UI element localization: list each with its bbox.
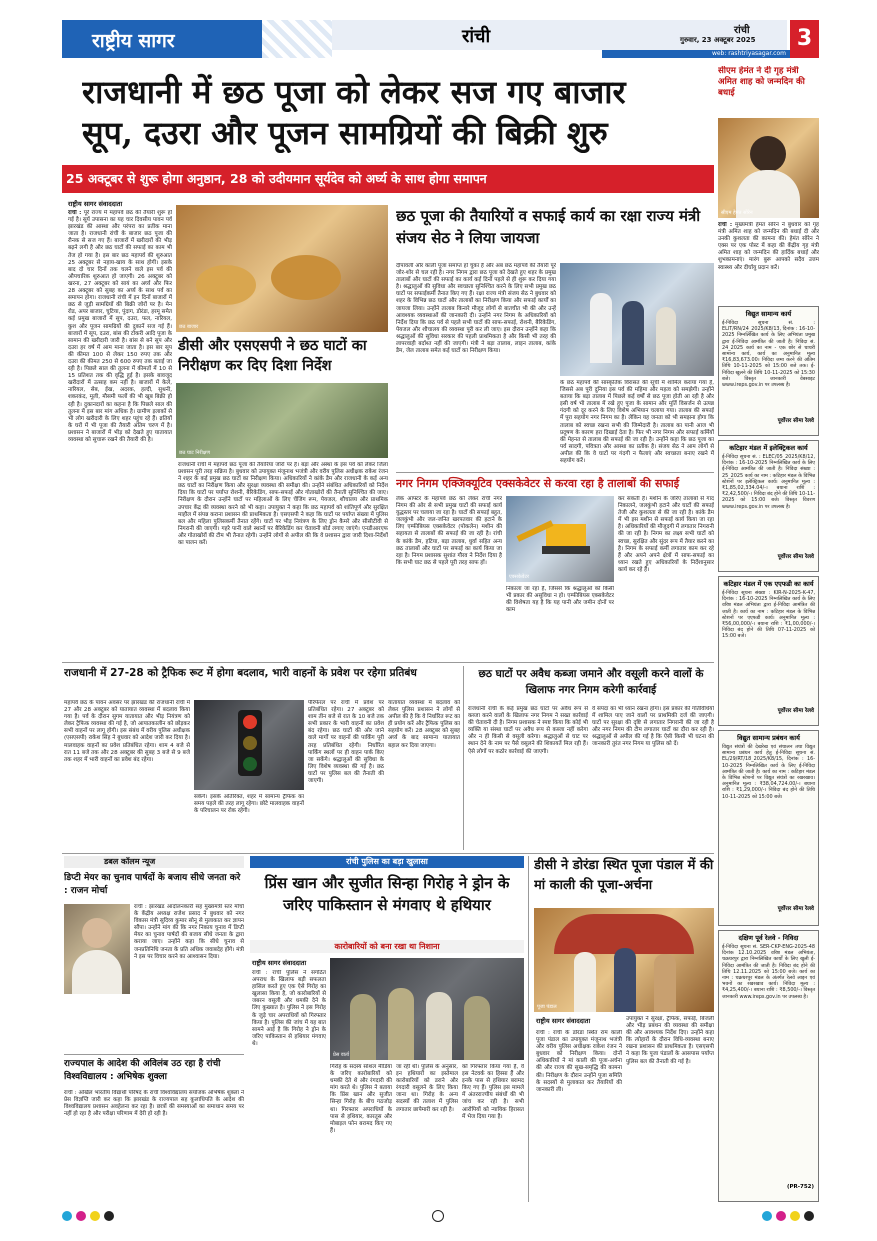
minister-body-2: के छठ महापर्व की सांस्कृतिक विरासत की सूची में शामिल कराया गया है, जिससे अब पूरी दुनिया इस पर्व की महिमा और महत्व को समझेगी। उन्होंने बताया कि बड़ा तालाब में पिछले कई वर्षों से छठ पूजा होती आ रही है और इसी वर्ष भी तालाब में रखे हुए पूजा के सामान और मूर्ति विसर्जन से उत्पन्न गंदगी को दूर करने के लिए विशेष अभियान चलाया गया। तालाब की सफाई में पूरा सहयोग नगर निगम का है। लेकिन यह जनता को भी समझना होगा कि तालाब को स्वच्छ रखना सभी की जिम्मेदारी है। तालाब का पानी आज भी प्रदूषण के कारण हरा दिखाई देता है। फिर भी नगर निगम और सफाई कर्मियों की मेहनत से तालाब की सफाई की जा रही है। उन्होंने कहा कि छठ पूजा का पर्व सादगी, पवित्रता और आस्था का प्रतीक है। संजय सेठ ने आम लोगों से अपील की कि वे घाटों पर गंदगी न फैलाएं और स्वच्छता बनाए रखने में सहयोग करें। xyxy=(560,380,714,465)
kabza-body-2: वे संपदा का भी ध्यान रखना होगा। इस प्रकार की गतिविधियों में शामिल पाए जाने वालों पर प्राथमिकी दर्ज की जाएगी। घाटों पर सुरक्षा की दृष्टि से लगातार निगरानी की जा रही है और नगर निगम की टीम लगातार घाटों का दौरा कर रही है। श्रद्धालुओं से अपील की गई है कि ऐसी किसी भी घटना की जानकारी तुरंत नगर निगम या पुलिस को दें। xyxy=(592,706,714,748)
masthead-city: रांची xyxy=(462,26,491,47)
reg-dot-black xyxy=(104,1211,114,1221)
cm-body-text: मुख्यमंत्री हेमंत सोरेन ने बुधवार को गृह मंत्री अमित शाह को जन्मदिन की बधाई दी और उनकी कुशलता की कामना की। हेमंत सोरेन ने एक्स पर एक पोस्ट में कहा की केंद्रीय गृह मंत्री अमित शाह को जन्मदिन की हार्दिक बधाई और शुभकामनाएं। मारंग बुरू आपको सदैव उत्तम स्वास्थ्य और दीर्घायु प्रदान करें। xyxy=(718,222,819,271)
doranda-photo-caption: पूजा पंडाल xyxy=(537,1004,557,1010)
minister-body-1: दीपावली और काली पूजा समाप्त हो चुका है और अब छठ महापर्व की तैयारी पूरे जोर-शोर से चल रही है। नगर निगम द्वारा छठ पूजा को देखते हुए शहर के प्रमुख तालाबों और घाटों की सफाई का कार्य कई दिनों पहले से ही शुरू कर दिया गया है। श्रद्धालुओं की सुविधा और स्वच्छता सुनिश्चित करने के लिए सभी प्रमुख छठ घाटों पर सफाईकर्मी तैनात किए गए हैं। रक्षा राज्य मंत्री संजय सेठ ने बुधवार को शहर के विभिन्न छठ घाटों और तालाबों का निरीक्षण किया और सफाई कार्यों का जायजा लिया। उन्होंने तालाब किनारे मौजूद लोगों से बातचीत भी की और उन्हें आवश्यक व्यवस्थाओं की जानकारी दी। उन्होंने नगर निगम के अधिकारियों को निर्देश दिया कि छठ पर्व से पहले सभी घाटों की साफ-सफाई, रोशनी, बैरिकेडिंग, पेयजल और शौचालय की व्यवस्था पूरी कर ली जाए। इस दौरान उन्होंने कहा कि श्रद्धालुओं की सुविधा सरकार की पहली प्राथमिकता है और किसी भी तरह की लापरवाही बर्दाश्त नहीं की जाएगी। मंत्री ने बड़ा तालाब, लाइन तालाब, कांके डैम, जेल तालाब समेत कई घाटों का निरीक्षण किया। xyxy=(396,263,556,355)
notice-4-footer: पूर्वोत्तर सीमा रेलवे xyxy=(777,906,814,912)
nigam-body-2: निकाला जा रहा है, जिससे कि श्रद्धालुओं को किसी भी प्रकार की असुविधा न हो। एम्फीबियस एक्सकेवेटर की विशेषता यह है कि यह पानी और जमीन दोनों पर काम xyxy=(506,586,614,614)
brand-box xyxy=(62,20,262,58)
kabza-headline: छठ घाटों पर अवैध कब्जा जमाने और वसूली करने वालों के खिलाफ नगर निगम करेगी कार्रवाई xyxy=(478,668,704,696)
dc1-photo xyxy=(64,904,130,994)
police-headline: प्रिंस खान और सुजीत सिन्हा गिरोह ने ड्रोन के जरिए पाकिस्तान से मंगवाए थे हथियार xyxy=(264,874,510,914)
page-date: गुरुवार, 23 अक्टूबर 2025 xyxy=(680,36,756,44)
doranda-headline: डीसी ने डोरंडा स्थित पूजा पंडाल में की मां काली की पूजा-अर्चना xyxy=(534,858,714,893)
lead-headline-line1: राजधानी में छठ पूजा को लेकर सज गए बाजार xyxy=(82,73,626,111)
signal-green xyxy=(243,757,257,771)
doranda-body-1: रांची : रांची के डोरंडा स्थित राम काली पूजा पंडाल का उपायुक्त मंजूनाथ भजंत्री और वरीय पुलिस अधीक्षक राकेश रंजन ने बुधवार को निरीक्षण किया। दोनों अधिकारियों ने मां काली की पूजा-अर्चना की और राज्य की सुख-समृद्धि की कामना की। निरीक्षण के दौरान उन्होंने पूजा समिति के सदस्यों से मुलाकात कर तैयारियों की जानकारी ली। xyxy=(536,1030,622,1093)
notice-5-title: दक्षिण पूर्व रेलवे - निविदा xyxy=(738,934,799,942)
rule-doranda xyxy=(528,856,529,1202)
market-photo xyxy=(176,205,388,332)
dc-figure-2 xyxy=(614,948,636,1012)
lead-headline-line2: सूप, दउरा और पूजन सामग्रियों की बिक्री शुरु xyxy=(82,114,608,152)
police-body-2: गिरोह के सदस्य सोशल मीडिया के जरिए कारोबारियों को धमकी देते थे और रंगदारी की मांग करते थे। पुलिस ने बताया कि प्रिंस खान और सुजीत सिन्हा गिरोह के बीच गठजोड़ था। गिरफ्तार अपराधियों के पास से हथियार, कारतूस और मोबाइल फोन बरामद किए गए हैं। xyxy=(330,1064,392,1134)
traffic-body-2: पेरिफेरल पर रांची में प्रवेश पर प्रतिबंधित रहेगा। 27 अक्टूबर को शाम तीन बजे से रात के 10 बजे तक सभी प्रकार के भारी वाहनों का प्रवेश बंद रहेगा। छठ घाटों की ओर जाने वाले मार्गों पर वाहनों की पार्किंग पूरी तरह प्रतिबंधित रहेगी। निर्धारित पार्किंग स्थलों पर ही वाहन पार्क किए जा सकेंगे। श्रद्धालुओं की सुविधा के लिए विशेष व्यवस्था की गई है। छठ घाटों पर पुलिस बल की तैनाती की जाएगी। xyxy=(308,700,384,785)
notice-electrical-1 xyxy=(718,306,819,436)
police-byline: राष्ट्रीय सागर संवाददाता xyxy=(252,959,307,967)
notice-ser xyxy=(718,930,819,1202)
lead-body-text: पूरे राज्य में महापर्व छठ की तैयारी शुरू हो गई है। सूर्य उपासना का यह चार दिवसीय पावन पर्व झारखंड की आस्था और परंपरा का प्रतीक माना जाता है। राजधानी रांची के बाजार छठ पूजा की रौनक से सज गए हैं। बाजारों में खरीदारों की भीड़ बढ़ने लगी है और छठ घाटों की सफाई का काम भी तेज हो गया है। इस बार छठ महापर्व की शुरुआत 25 अक्टूबर से नहाय-खाय के साथ होगी। इसके बाद दो चार दिनों तक चलने वाले इस पर्व की औपचारिक शुरुआत हो जाएगी। 26 अक्टूबर को खरना, 27 अक्टूबर को सायं का अर्घ्य और फिर 28 अक्टूबर को सुबह का अर्घ्य के साथ पर्व का समापन होगा। राजधानी रांची में इन दिनों बाजारों में छठ से जुड़ी सामग्रियों की बिक्री जोरों पर है। मेन रोड, अपर बाजार, चुटिया, पुंदाग, डोरंडा, हरमू समेत कई प्रमुख बाजारों में सूप, दउरा, फल, नारियल, कुश और पूजन सामग्रियों की दुकानें सज गई हैं। बाजारों में सूप, दउरा, बांस की टोकरी आदि पूजा के सामान की खरीदारी जारी है। बांस से बने सूप और दउरा हर वर्ष में आम माना जाता है। इस बार सूप की कीमत 100 से लेकर 150 रुपए तक और दउरा की कीमत 250 से 600 रुपए तक बताई जा रही है। पिछले साल की तुलना में कीमतों में 10 से 15 प्रतिशत तक की वृद्धि हुई है। इसके बावजूद खरीदारों में उत्साह कम नहीं है। बाजारों में केले, नारियल, सेब, ईख, अदरक, हल्दी, सुथनी, शकरकंद, मूली, मौसमी फलों की भी खूब बिक्री हो रही है। दुकानदारों का कहना है कि पिछले साल की तुलना में इस बार मांग अधिक है। ग्रामीण इलाकों से भी लोग खरीदारी के लिए शहर पहुंच रहे हैं। व्रतियों के घरों में भी पूजा की तैयारी अंतिम चरण में है। प्रशासन ने बाजारों में भीड़ को देखते हुए यातायात व्यवस्था को सुचारू रखने की तैयारी की है। xyxy=(68,210,172,443)
dc1-portrait xyxy=(82,918,112,948)
officer-3 xyxy=(426,992,452,1060)
kabza-body-1: राजधानी रांची के कई प्रमुख छठ घाटों पर अवैध रूप से कब्जा करने वालों के खिलाफ नगर निगम ने सख्त कार्रवाई की चेतावनी दी है। निगम प्रशासक ने स्पष्ट किया कि कोई भी व्यक्ति या संस्था घाटों पर अवैध रूप से कब्जा नहीं करेगा और न ही किसी से वसूली करेगा। श्रद्धालुओं से घाट पर स्थान देने के नाम पर पैसे वसूलने की शिकायतें मिल रही हैं। ऐसे लोगों पर कठोर कार्रवाई की जाएगी। xyxy=(468,706,588,755)
officer-4 xyxy=(464,996,490,1060)
dc2-headline: राज्यपाल के आदेश की अविलंब उठ रहा है रांची विश्वविद्यालय : अभिषेक शुक्ला xyxy=(64,1059,221,1082)
dc1-headline: डिप्टी मेयर का चुनाव पार्षदों के बजाय सीधे जनता करे : राजन मोर्चा xyxy=(64,873,241,896)
notice-2-title: कटिहार मंडल में इलेक्ट्रिकल कार्य xyxy=(729,444,808,452)
doranda-body-2: उपायुक्त ने सुरक्षा, ट्रैफिक, सफाई, बिजली और भीड़ प्रबंधन की व्यवस्था की समीक्षा की और आवश्यक निर्देश दिए। उन्होंने कहा कि त्योहारों के दौरान विधि-व्यवस्था बनाए रखना प्रशासन की प्राथमिकता है। एसएसपी ने कहा कि पूजा पंडालों के आसपास पर्याप्त पुलिस बल की तैनाती की गई है। xyxy=(626,1016,714,1065)
dc-body: राजधानी रांची में महापर्व छठ पूजा की तैयारियां जोरों पर हैं। बड़ा और अस्था के इस पर्व को लेकर जिला प्रशासन पूरी तरह सक्रिय है। बुधवार को उपायुक्त मंजूनाथ भजंत्री और वरीय पुलिस अधीक्षक राकेश रंजन ने शहर के कई प्रमुख छठ घाटों का निरीक्षण किया। अधिकारियों ने कांके डैम और राजधानी के कई अन्य छठ घाटों का निरीक्षण किया और सुरक्षा व्यवस्था की समीक्षा की। उन्होंने संबंधित अधिकारियों को निर्देश दिया कि घाटों पर पर्याप्त रोशनी, बैरिकेडिंग, साफ-सफाई और गोताखोरों की तैनाती सुनिश्चित की जाए। निरीक्षण के दौरान उन्होंने घाटों पर महिलाओं के लिए चेंजिंग रूम, पेयजल, शौचालय और प्राथमिक उपचार केंद्र की व्यवस्था करने को भी कहा। उपायुक्त ने कहा कि छठ महापर्व को शांतिपूर्ण और सुरक्षित माहौल में संपन्न कराना प्रशासन की प्राथमिकता है। एसएसपी ने कहा कि घाटों पर पर्याप्त संख्या में पुलिस बल और महिला पुलिसकर्मी तैनात रहेंगे। घाटों पर भीड़ नियंत्रण के लिए ड्रोन कैमरे और सीसीटीवी से निगरानी की जाएगी। गहरे पानी वाले स्थानों पर बैरिकेडिंग कर चेतावनी बोर्ड लगाए जाएंगे। एनडीआरएफ और गोताखोरों की टीम भी तैनात रहेगी। उन्होंने लोगों से अपील की कि वे प्रशासन द्वारा जारी दिशा-निर्देशों का पालन करें। xyxy=(178,462,388,547)
notice-electrical-2 xyxy=(718,440,819,572)
nigam-photo xyxy=(506,496,614,582)
excavator-body xyxy=(546,524,586,546)
traffic-caption: सकेंगे। इसके अतिरिक्त, शहर में सामान्य ट्रैफिक का समय पहले की तरह लागू रहेगा। छोटे मालवाहक वाहनों के परिचालन पर रोक रहेगी। xyxy=(194,794,304,815)
web-bar xyxy=(602,50,790,58)
police-body-4: को गिरफ्तार किया गया है, वे इस नेटवर्क का हिस्सा हैं और इनके पास से हथियार बरामद किए गए हैं। पुलिस इस मामले में अंतरराज्यीय संबंधों की भी जांच कर रही है। सभी आरोपियों को न्यायिक हिरासत में भेज दिया गया है। xyxy=(462,1064,524,1120)
cm-body xyxy=(718,222,819,302)
masthead xyxy=(62,20,819,58)
doranda-photo xyxy=(534,908,714,1012)
notice-2-body: ई-निविदा सूचना सं. : ELEC/05_2025/K8/12, दिनांक : 16-10-2025 निम्नलिखित कार्य के लिए ई-निविदा आमंत्रित की जाती है। निविदा संख्या : 25_2025 कार्य का नाम : कटिहार मंडल के विभिन्न स्टेशनों पर इलेक्ट्रिकल कार्य। अनुमानित मूल्य : ₹1,85,02,334.04/-। बयाना राशि : ₹2,42,500/-। निविदा बंद होने की तिथि 10-11-2025 को 15:00 बजे। विस्तृत विवरण www.ireps.gov.in पर उपलब्ध है। xyxy=(722,454,815,510)
nigam-headline: नगर निगम एक्जिक्यूटिव एक्सकेवेटर से करवा रहा है तालाबों की सफाई xyxy=(396,477,680,490)
lead-strap xyxy=(62,165,714,193)
dc-headline: डीसी और एसएसपी ने छठ घाटों का निरीक्षण कर दिए दिशा निर्देश xyxy=(178,338,367,374)
minister-headline: छठ पूजा की तैयारियों व सफाई कार्य का रक्षा राज्य मंत्री संजय सेठ ने लिया जायजा xyxy=(396,207,701,247)
double-column-kicker: डबल कॉलम न्यूज xyxy=(104,857,156,866)
cm-dateline: रांची : xyxy=(718,222,733,228)
cm-headline: सीएम हेमंत ने दी गृह मंत्री अमित शाह को जन्मदिन की बधाई xyxy=(718,66,805,98)
rule-lower xyxy=(62,853,714,854)
rule-kabza xyxy=(463,666,464,850)
masthead-dots xyxy=(262,20,332,58)
dc-figure-3 xyxy=(654,954,676,1012)
dc-figure-1 xyxy=(574,952,596,1012)
notice-3-title: कटिहार मंडल में एक एएफडी का कार्य xyxy=(723,580,814,588)
traffic-body-1: महापर्व छठ के पावन अवसर पर झारखंड की राजधानी रांची में 27 और 28 अक्टूबर को यातायात व्यवस्था में बदलाव किया गया है। पर्व के दौरान सुगम यातायात और भीड़ नियंत्रण को लेकर ट्रैफिक व्यवस्था की गई है, जो आपातकालीन को छोड़कर सभी वाहनों पर लागू होगी। इस संबंध में वरीय पुलिस अधीक्षक (एसएसपी) राकेश सिंह ने बुधवार को आदेश जारी कर दिया है। मालवाहक वाहनों का प्रवेश प्रतिबंधित रहेगा। शाम 4 बजे से रात 11 बजे तक और 28 अक्टूबर की सुबह 3 बजे से 9 बजे तक शहर में भारी वाहनों का प्रवेश बंद रहेगा। xyxy=(64,700,190,763)
cm-portrait xyxy=(750,136,786,172)
police-body-3: जा रही थी। पुलिस के अनुसार, इन हथियारों का इस्तेमाल कारोबारियों को डराने और रंगदारी वसूलने के लिए किया जाना था। गिरोह के अन्य सदस्यों की तलाश में पुलिस लगातार छापेमारी कर रही है। xyxy=(396,1064,458,1113)
cm-photo xyxy=(718,118,819,218)
traffic-headline: राजधानी में 27-28 को ट्रैफिक रूट में होगा बदलाव, भारी वाहनों के प्रवेश पर रहेगा प्रतिबंध xyxy=(64,667,417,679)
doranda-byline: राष्ट्रीय सागर संवाददाता xyxy=(536,1017,591,1025)
traffic-photo xyxy=(194,700,304,790)
officer-2 xyxy=(388,988,414,1060)
notice-4-title: विद्युत सामान्य प्रबंधन कार्य xyxy=(737,734,800,742)
rule-traffic xyxy=(62,662,714,663)
reg-dot-yellow-2 xyxy=(790,1211,800,1221)
cm-sidebar xyxy=(718,66,819,302)
nigam-body-1: लेक आफ्टर के महापर्व छठ को लेकर रांची नगर निगम की ओर से सभी प्रमुख घाटों की सफाई कार्य युद्धस्तर पर चलाया जा रहा है। घाटों की सफाई बहुत, जलकुंभी और जल-जनित खरपतवार की हटाने के लिए एम्फीबियस एक्सकेवेटर (पोकलेन) मशीन की सहायता से तालाबों की सफाई की जा रही है। रांची के कांके डैम, हटिया, बड़ा तालाब, धुर्वा सहित अन्य छठ तालाबों और घाटों पर सफाई का कार्य किया जा रहा है। निगम प्रशासक सुशांत गौरव ने निर्देश दिया है कि सभी घाट छठ से पहले पूरी तरह साफ हों। xyxy=(396,496,502,566)
notice-afd xyxy=(718,576,819,726)
signal-amber xyxy=(243,736,257,750)
police-photo-caption: प्रेस वार्ता xyxy=(333,1052,350,1058)
reg-dot-cyan xyxy=(62,1211,72,1221)
officer-1 xyxy=(350,994,376,1060)
cm-photo-caption: सीएम हेमंत सोरेन xyxy=(721,210,753,216)
nigam-body-3: कर सकती है। मशीन के जरिए तालाबों से गाद निकालने, जलकुंभी हटाने और घाटों की सफाई तेजी और कुशलता से की जा रही है। कांके डैम में भी इस मशीन से सफाई कार्य किया जा रहा है। अधिकारियों की मौजूदगी में लगातार निगरानी की जा रही है। निगम का लक्ष्य सभी घाटों को स्वच्छ, सुरक्षित और सुंदर रूप में तैयार करने का है। निगम के सफाई कर्मी लगातार काम कर रहे हैं और अपने अपने क्षेत्रों में साफ-सफाई का ध्यान रखते हुए अधिकारियों के निर्देशानुसार कार्य कर रहे हैं। xyxy=(618,496,714,573)
signal-red xyxy=(243,715,257,729)
lead-dateline: रांची : xyxy=(68,210,82,216)
police-body-1: रांची : रांची पुलिस ने संगठित अपराध के खिलाफ बड़ी सफलता हासिल करते हुए एक ऐसे गिरोह का खुलासा किया है, जो कारोबारियों से जबरन वसूली और धमकी देने के लिए कुख्यात है। पुलिस ने इस गिरोह के जुड़े चार अपराधियों को गिरफ्तार किया है। पुलिस की जांच में यह बात सामने आई है कि गिरोह ने ड्रोन के जरिए पाकिस्तान से हथियार मंगवाए थे। xyxy=(252,970,326,1047)
police-strap-bar xyxy=(250,940,524,953)
notice-2-footer: पूर्वोत्तर सीमा रेलवे xyxy=(777,554,814,560)
notice-3-footer: पूर्वोत्तर सीमा रेलवे xyxy=(777,708,814,714)
reg-dot-black-2 xyxy=(804,1211,814,1221)
rule-nigam xyxy=(396,472,714,473)
notice-5-footer: (PR-752) xyxy=(786,1184,814,1190)
notice-5-body: ई-निविदा सूचना सं. SER-CKP-ENG-2025-48 दिनांक 12.10.2025 वरिष्ठ मंडल अभियंता, चक्रधरपुर द्वारा निम्नलिखित कार्यों के लिए खुली ई-निविदा आमंत्रित की जाती है। निविदा बंद होने की तिथि 12.11.2025 को 15:00 बजे। कार्य का नाम : चक्रधरपुर मंडल के अंतर्गत रेलवे लाइन एवं भवनों का रखरखाव कार्य। निविदा मूल्य : ₹4,25,400/-। बयाना राशि : ₹8,500/-। विस्तृत जानकारी www.ireps.gov.in पर उपलब्ध है। xyxy=(722,944,815,1000)
brand-name: राष्ट्रीय सागर xyxy=(92,30,175,52)
excavator-track xyxy=(542,546,590,554)
notice-1-body: ई-निविदा सूचना सं. : ELIT/RN/24_2025/K8/13, दिनांक : 16-10-2025 निम्नलिखित कार्य के लिए अभियंता प्रमुख द्वारा ई-निविदा आमंत्रित की जाती है। निविदा सं. 24_2025 कार्य का नाम - एक छोर से चाचरी सामान्य कार्य, कार्य का अनुमानित मूल्य ₹16,83,673.00। निविदा जमा करने की अंतिम तिथि 10-11-2025 को 15:00 बजे तक। ई-निविदा खुलने की तिथि 10-11-2025 को 15:30 बजे। विस्तृत जानकारी वेबसाइट www.ireps.gov.in पर उपलब्ध है। xyxy=(722,320,815,389)
traffic-body-3: यातायात व्यवस्था में बदलाव को लेकर पुलिस प्रशासन ने लोगों से अपील की है कि वे निर्धारित रूट का ही प्रयोग करें और ट्रैफिक पुलिस का सहयोग करें। 28 अक्टूबर को सुबह अर्घ्य के बाद सामान्य यातायात बहाल कर दिया जाएगा। xyxy=(388,700,460,749)
basket-1 xyxy=(196,265,256,305)
dc-photo-caption: छठ घाट निरीक्षण xyxy=(179,450,210,456)
reg-dot-cyan-2 xyxy=(762,1211,772,1221)
lead-byline: राष्ट्रीय सागर संवाददाता xyxy=(68,200,123,208)
dc1-body: रांची : झारखंड आंदोलनकारी सह मुख्यमंत्री स्तर मोर्चा के केंद्रीय अध्यक्ष राजेश प्रसाद ने बुधवार को नगर विकास मंत्री सुदिव्य कुमार सोनू से मुलाकात कर ज्ञापन सौंपा। उन्होंने मांग की कि नगर निकाय चुनाव में डिप्टी मेयर का चुनाव पार्षदों की बजाय सीधे जनता के द्वारा कराया जाए। उन्होंने कहा कि सीधे चुनाव से जनप्रतिनिधि जनता के प्रति अधिक जवाबदेह होंगे। मंत्री ने इस पर विचार करने का आश्वासन दिया। xyxy=(134,904,244,960)
reg-dot-magenta-2 xyxy=(776,1211,786,1221)
registration-bar xyxy=(62,1210,819,1222)
dc2-body: रांची : अखिल भारतीय विद्यार्थी परिषद के रांची विश्वविद्यालय संयोजक अभिषेक शुक्ला ने प्रेस विज्ञप्ति जारी कर कहा कि झारखंड के राज्यपाल सह कुलाधिपति के आदेश की विश्वविद्यालय प्रशासन अवहेलना कर रहा है। छात्रों की समस्याओं का समाधान समय पर नहीं हो रहा है और परीक्षा परिणाम में देरी हो रही है। xyxy=(64,1090,244,1118)
notice-4-body: विद्युत संयंत्रों की देखरेख एवं संचालन तथा विद्युत सामान्य प्रबंधन कार्य हेतु ई-निविदा सूचना सं. EL/29/RT/18_2025/K8/15, दिनांक : 16-10-2025 निम्नलिखित कार्य के लिए ई-निविदा आमंत्रित की जाती है। कार्य का नाम : कटिहार मंडल के विभिन्न स्टेशनों पर विद्युत संयंत्रों का रखरखाव। अनुमानित मूल्य : ₹38,04,724.00/-। बयाना राशि : ₹1,29,000/-। निविदा बंद होने की तिथि 10-11-2025 को 15:00 बजे। xyxy=(722,744,815,800)
lead-body xyxy=(68,210,172,658)
notice-1-title: विद्युत सामान्य कार्य xyxy=(745,310,792,318)
person-2 xyxy=(622,301,644,365)
page-number: 3 xyxy=(790,20,819,58)
nigam-photo-caption: एक्सकेवेटर xyxy=(509,574,530,580)
rule-dc2 xyxy=(64,1054,244,1055)
person-1 xyxy=(590,293,612,363)
notice-1-footer: पूर्वोत्तर सीमा रेलवे xyxy=(777,418,814,424)
reg-dot-yellow xyxy=(90,1211,100,1221)
reg-dot-magenta xyxy=(76,1211,86,1221)
lead-strap-text: 25 अक्टूबर से शुरू होगा अनुष्ठान, 28 को उदीयमान सूर्यदेव को अर्घ्य के साथ होगा समापन xyxy=(66,171,487,186)
notice-electrical-3 xyxy=(718,730,819,926)
page-city: रांची xyxy=(734,25,750,36)
person-3 xyxy=(656,307,676,365)
masthead-band xyxy=(332,20,787,50)
market-photo-caption: छठ बाजार xyxy=(179,324,199,330)
basket-2 xyxy=(271,255,341,300)
reg-target xyxy=(432,1210,444,1222)
minister-photo xyxy=(560,263,714,376)
police-photo xyxy=(330,958,524,1060)
double-column-kicker-bar xyxy=(64,856,244,868)
web-address: web: rashtriyasagar.com xyxy=(711,50,786,57)
police-kicker: रांची पुलिस का बड़ा खुलासा xyxy=(346,857,428,866)
notice-3-body: ई-निविदा सूचना संख्या : KIR-N-2025-K-47, दिनांक : 16-10-2025 निम्नलिखित कार्य के लिए वरिष्ठ मंडल अभियंता द्वारा ई-निविदा आमंत्रित की जाती है। कार्य का नाम : कटिहार मंडल के विभिन्न स्टेशनों पर एएफडी कार्य। अनुमानित मूल्य : ₹56,00,000/-। बयाना राशि : ₹1,00,000/-। निविदा बंद होने की तिथि 07-11-2025 को 15:00 बजे। xyxy=(722,590,815,640)
police-kicker-bar xyxy=(250,856,524,868)
dc1-body-shape xyxy=(72,950,122,994)
police-strap: कारोबारियों को बना रखा था निशाना xyxy=(334,942,440,951)
dc-photo xyxy=(176,383,388,458)
